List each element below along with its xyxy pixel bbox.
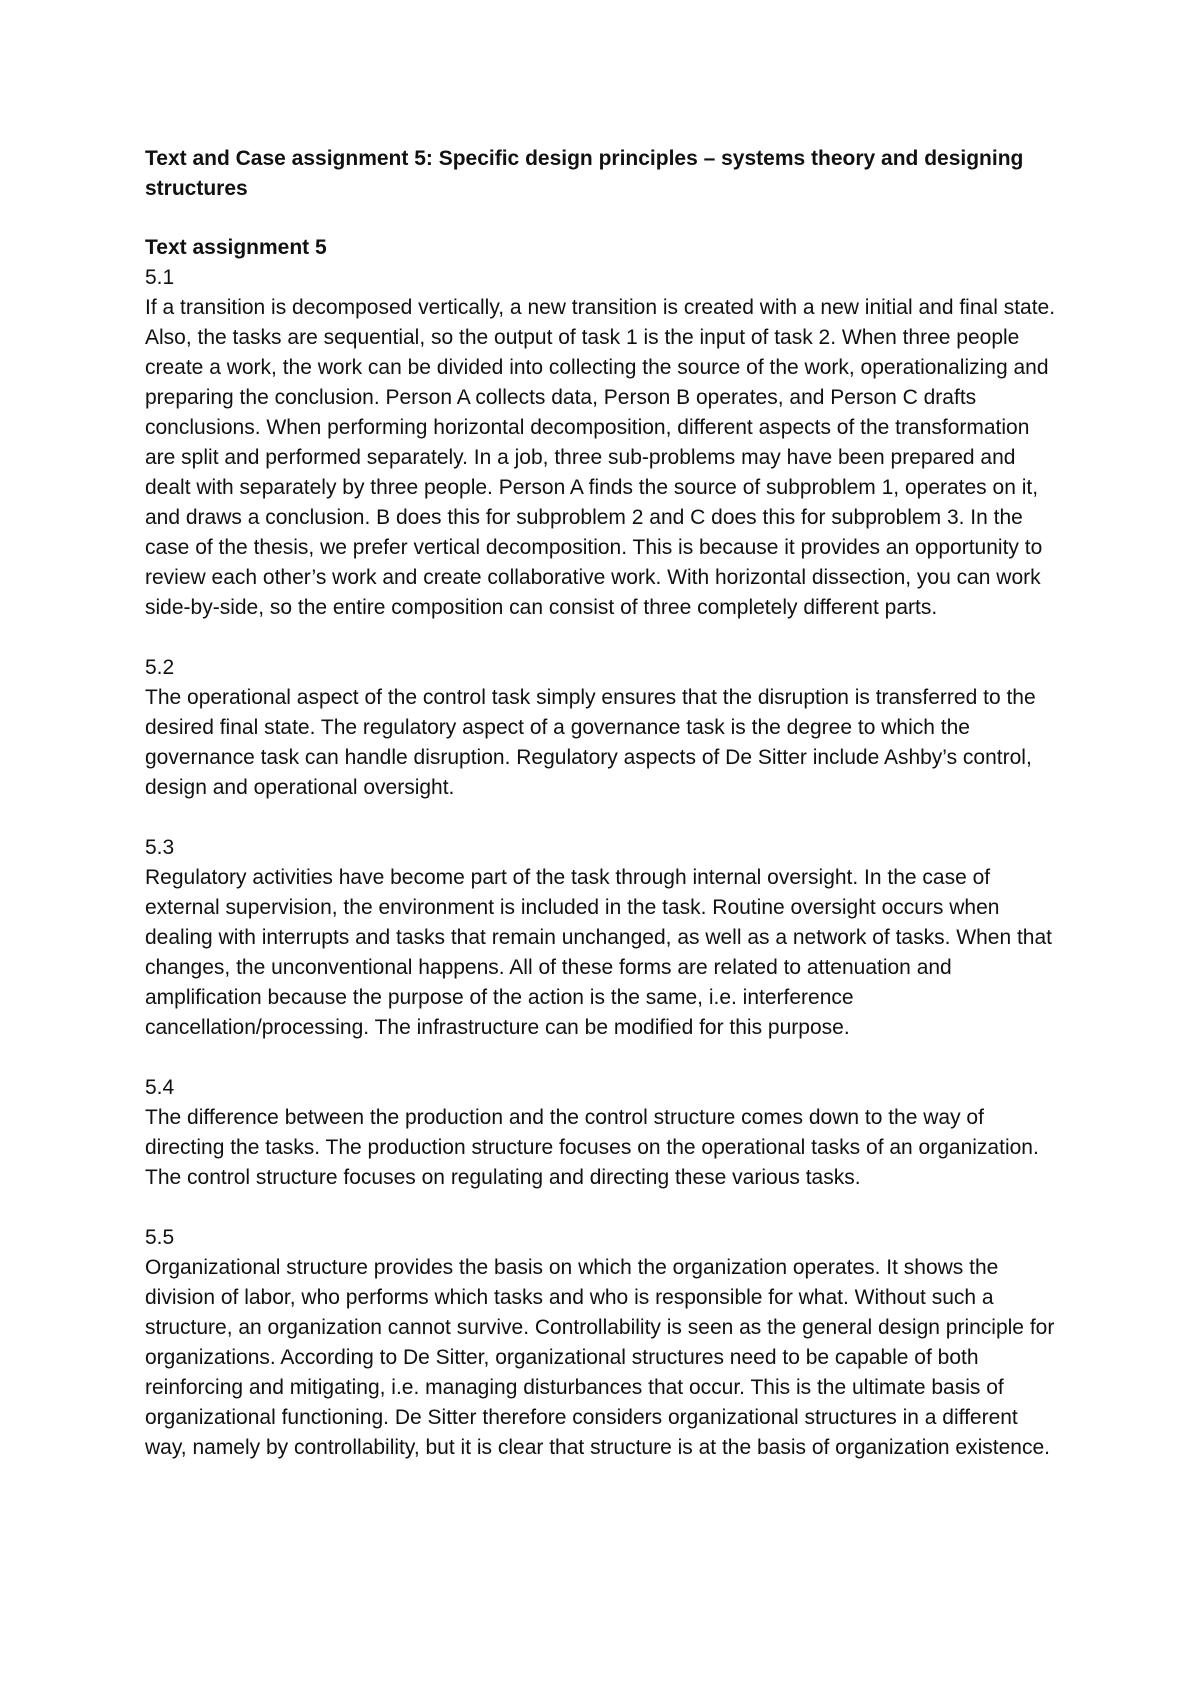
- section-number: 5.4: [145, 1076, 175, 1099]
- section-body: The operational aspect of the control task simply ensures that the disruption is transferred to the desired final state. The regulatory aspect of a governance task is the degree to which the governance task can handle disruption. Regulatory aspects of De Sitter include Ashby’s control, design and operational oversight.: [145, 686, 1036, 799]
- section-number: 5.1: [145, 266, 175, 289]
- section-5-5: [145, 1223, 1065, 1463]
- section-number: 5.3: [145, 836, 175, 859]
- section-body: If a transition is decomposed vertically, a new transition is created with a new initial and final state. Also, the tasks are sequential, so the output of task 1 is the input of task 2. When three people create a work, the work can be divided into collecting the source of the work, operationalizing and preparing the conclusion. Person A collects data, Person B operates, and Person C drafts conclusions. When performing horizontal decomposition, different aspects of the transformation are split and performed separately. In a job, three sub-problems may have been prepared and dealt with separately by three people. Person A finds the source of subproblem 1, operates on it, and draws a conclusion. B does this for subproblem 2 and C does this for subproblem 3. In the case of the thesis, we prefer vertical decomposition. This is because it provides an opportunity to review each other’s work and create collaborative work. With horizontal dissection, you can work side-by-side, so the entire composition can consist of three completely different parts.: [145, 296, 1056, 619]
- document-title: Text and Case assignment 5: Specific design principles – systems theory and designing structures: [145, 147, 1024, 200]
- section-5-3: [145, 833, 1065, 1043]
- section-body: Organizational structure provides the basis on which the organization operates. It shows the division of labor, who performs which tasks and who is responsible for what. Without such a structure, an organization cannot survive. Controllability is seen as the general design principle for organizations. According to De Sitter, organizational structures need to be capable of both reinforcing and mitigating, i.e. managing disturbances that occur. This is the ultimate basis of organizational functioning. De Sitter therefore considers organizational structures in a different way, namely by controllability, but it is clear that structure is at the basis of organization existence.: [145, 1256, 1055, 1459]
- section-5-2: [145, 653, 1065, 803]
- section-5-1: [145, 263, 1065, 623]
- section-body: The difference between the production and the control structure comes down to the way of directing the tasks. The production structure focuses on the operational tasks of an organization. The control structure focuses on regulating and directing these various tasks.: [145, 1106, 1039, 1189]
- section-body: Regulatory activities have become part of the task through internal oversight. In the case of external supervision, the environment is included in the task. Routine oversight occurs when dealing with interrupts and tasks that remain unchanged, as well as a network of tasks. When that changes, the unconventional happens. All of these forms are related to attenuation and amplification because the purpose of the action is the same, i.e. interference cancellation/processing. The infrastructure can be modified for this purpose.: [145, 866, 1052, 1039]
- section-number: 5.5: [145, 1226, 175, 1249]
- section-number: 5.2: [145, 656, 175, 679]
- document-content: [145, 144, 1065, 1493]
- section-heading: Text assignment 5: [145, 236, 327, 259]
- section-5-4: [145, 1073, 1065, 1193]
